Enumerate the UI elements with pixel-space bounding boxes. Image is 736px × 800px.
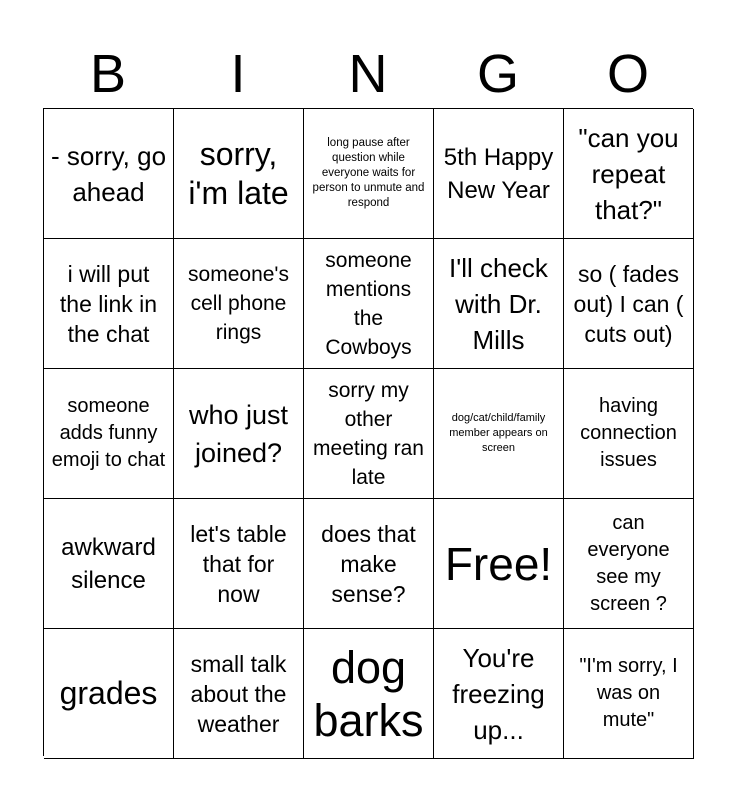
bingo-cell[interactable] <box>44 239 174 369</box>
bingo-cell[interactable] <box>174 629 304 759</box>
header-letter-i: I <box>230 44 246 104</box>
bingo-cell[interactable] <box>434 499 564 629</box>
cell-text-free: Free! <box>444 537 553 590</box>
cell-text: I'll check with Dr. Mills <box>449 252 548 355</box>
bingo-cell[interactable] <box>434 629 564 759</box>
cell-text: can everyone see my screen ? <box>587 511 670 615</box>
bingo-cell[interactable] <box>304 239 434 369</box>
bingo-cell[interactable] <box>304 629 434 759</box>
bingo-cell[interactable] <box>564 109 694 239</box>
bingo-cell[interactable] <box>434 369 564 499</box>
bingo-cell[interactable] <box>564 369 694 499</box>
header-letter-o: O <box>606 44 649 104</box>
bingo-cell[interactable] <box>44 499 174 629</box>
bingo-cell[interactable] <box>564 629 694 759</box>
bingo-cell[interactable] <box>564 239 694 369</box>
bingo-cell[interactable] <box>44 369 174 499</box>
cell-text: 5th Happy New Year <box>443 143 554 204</box>
cell-text: someone's cell phone rings <box>188 263 289 344</box>
cell-text: someone adds funny emoji to chat <box>51 395 166 471</box>
header-letter-g: G <box>476 44 519 104</box>
cell-text: let's table that for now <box>190 520 287 607</box>
cell-text: having connection issues <box>580 395 677 471</box>
cell-text: does that make sense? <box>321 520 416 607</box>
bingo-cell[interactable] <box>434 239 564 369</box>
cell-text: - sorry, go ahead <box>50 140 167 207</box>
bingo-cell[interactable] <box>304 369 434 499</box>
bingo-cell[interactable] <box>564 499 694 629</box>
bingo-cell[interactable] <box>304 109 434 239</box>
bingo-cell[interactable] <box>174 499 304 629</box>
cell-text: who just joined? <box>188 399 289 468</box>
bingo-cell[interactable] <box>174 109 304 239</box>
bingo-cell[interactable] <box>174 239 304 369</box>
bingo-cell[interactable] <box>304 499 434 629</box>
cell-text: "can you repeat that?" <box>578 122 679 225</box>
cell-text: awkward silence <box>61 533 156 594</box>
bingo-cell[interactable] <box>44 629 174 759</box>
bingo-cell[interactable] <box>174 369 304 499</box>
cell-text: grades <box>59 675 158 711</box>
bingo-header <box>43 40 693 108</box>
cell-text: "I'm sorry, I was on mute" <box>579 655 678 731</box>
bingo-board <box>43 108 693 756</box>
cell-text: someone mentions the Cowboys <box>325 248 412 359</box>
cell-text: small talk about the weather <box>190 650 287 737</box>
bingo-cell[interactable] <box>434 109 564 239</box>
cell-text: sorry my other meeting ran late <box>313 378 424 489</box>
header-letter-b: B <box>89 44 127 104</box>
cell-text: You're freezing up... <box>452 642 545 745</box>
cell-text: long pause after question while everyone waits for person to unmute and respond <box>312 137 425 209</box>
cell-text: so ( fades out) I can ( cuts out) <box>573 260 684 347</box>
bingo-cell[interactable] <box>44 109 174 239</box>
header-letter-n: N <box>348 44 388 104</box>
cell-text: sorry, i'm late <box>188 135 289 211</box>
cell-text: dog/cat/child/family member appears on screen <box>449 412 548 454</box>
cell-text: dog barks <box>313 641 424 746</box>
cell-text: i will put the link in the chat <box>59 260 158 347</box>
